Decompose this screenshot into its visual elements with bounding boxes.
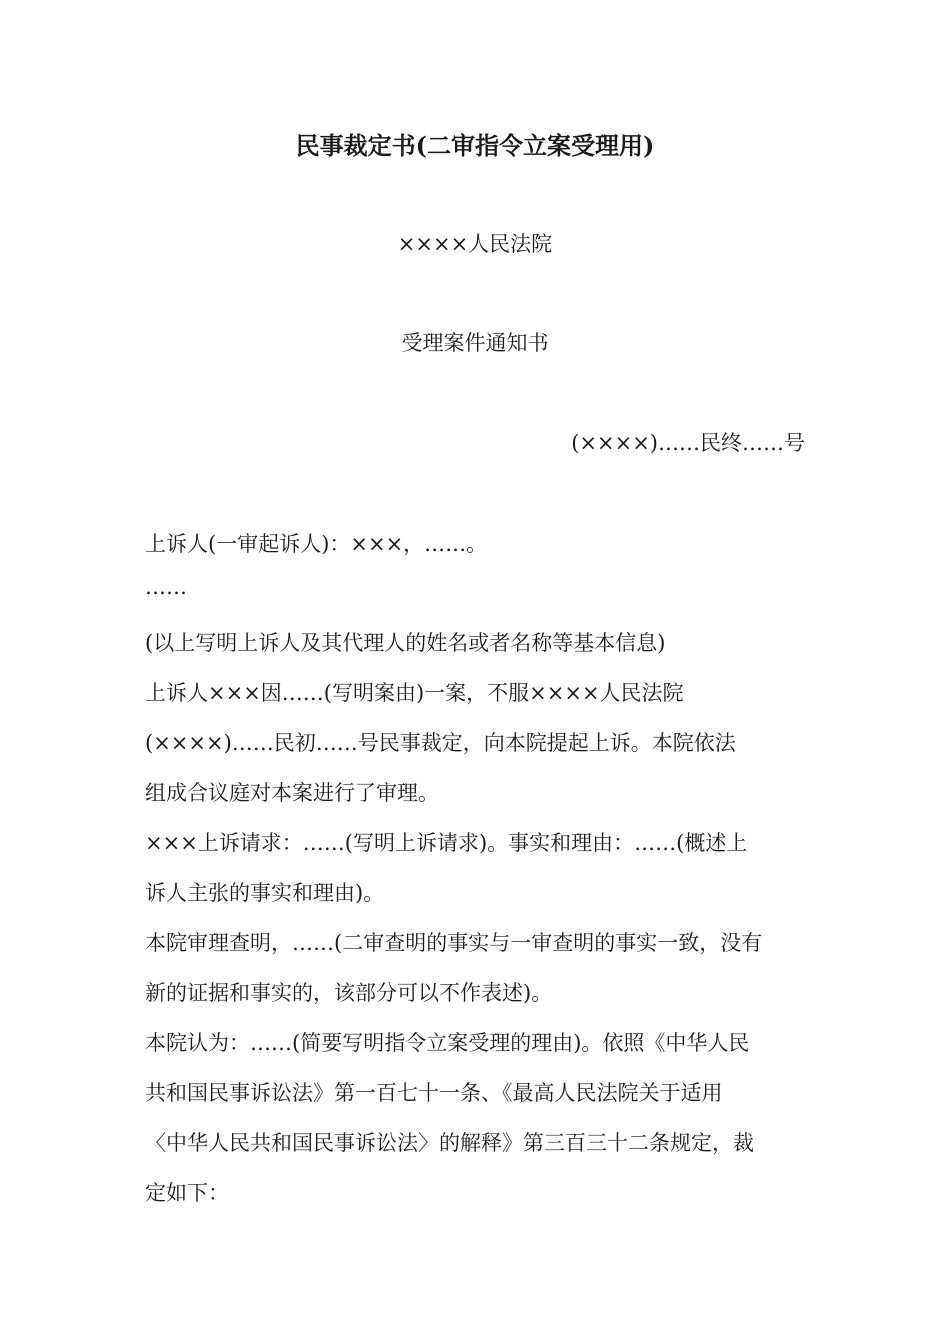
document-title: 民事裁定书(二审指令立案受理用) (295, 131, 655, 160)
body-line: 组成合议庭对本案进行了审理。 (145, 781, 439, 805)
body-line: ×××上诉请求：……(写明上诉请求)。事实和理由：……(概述上 (145, 831, 748, 855)
body-line: 共和国民事诉讼法》第一百七十一条、《最高人民法院关于适用 (145, 1081, 723, 1105)
body-line: …… (145, 575, 187, 599)
body-line: 本院审理查明，……(二审查明的事实与一审查明的事实一致，没有 (145, 931, 763, 955)
body-line: 诉人主张的事实和理由)。 (145, 881, 385, 905)
body-line: (以上写明上诉人及其代理人的姓名或者名称等基本信息) (145, 631, 666, 655)
body-line: (××××)……民初……号民事裁定，向本院提起上诉。本院依法 (145, 731, 736, 755)
body-line: 〈中华人民共和国民事诉讼法〉的解释》第三百三十二条规定，裁 (145, 1131, 754, 1155)
notice-title: 受理案件通知书 (401, 331, 549, 355)
court-name: ××××人民法院 (397, 232, 553, 256)
case-number: (××××)……民终……号 (571, 431, 805, 455)
body-line: 定如下： (145, 1181, 229, 1205)
body-line: 上诉人(一审起诉人)：×××，……。 (145, 532, 488, 556)
body-line: 上诉人×××因……(写明案由)一案，不服××××人民法院 (145, 681, 684, 705)
body-line: 新的证据和事实的，该部分可以不作表述)。 (145, 981, 553, 1005)
body-line: 本院认为：……(简要写明指令立案受理的理由)。依照《中华人民 (145, 1031, 750, 1055)
